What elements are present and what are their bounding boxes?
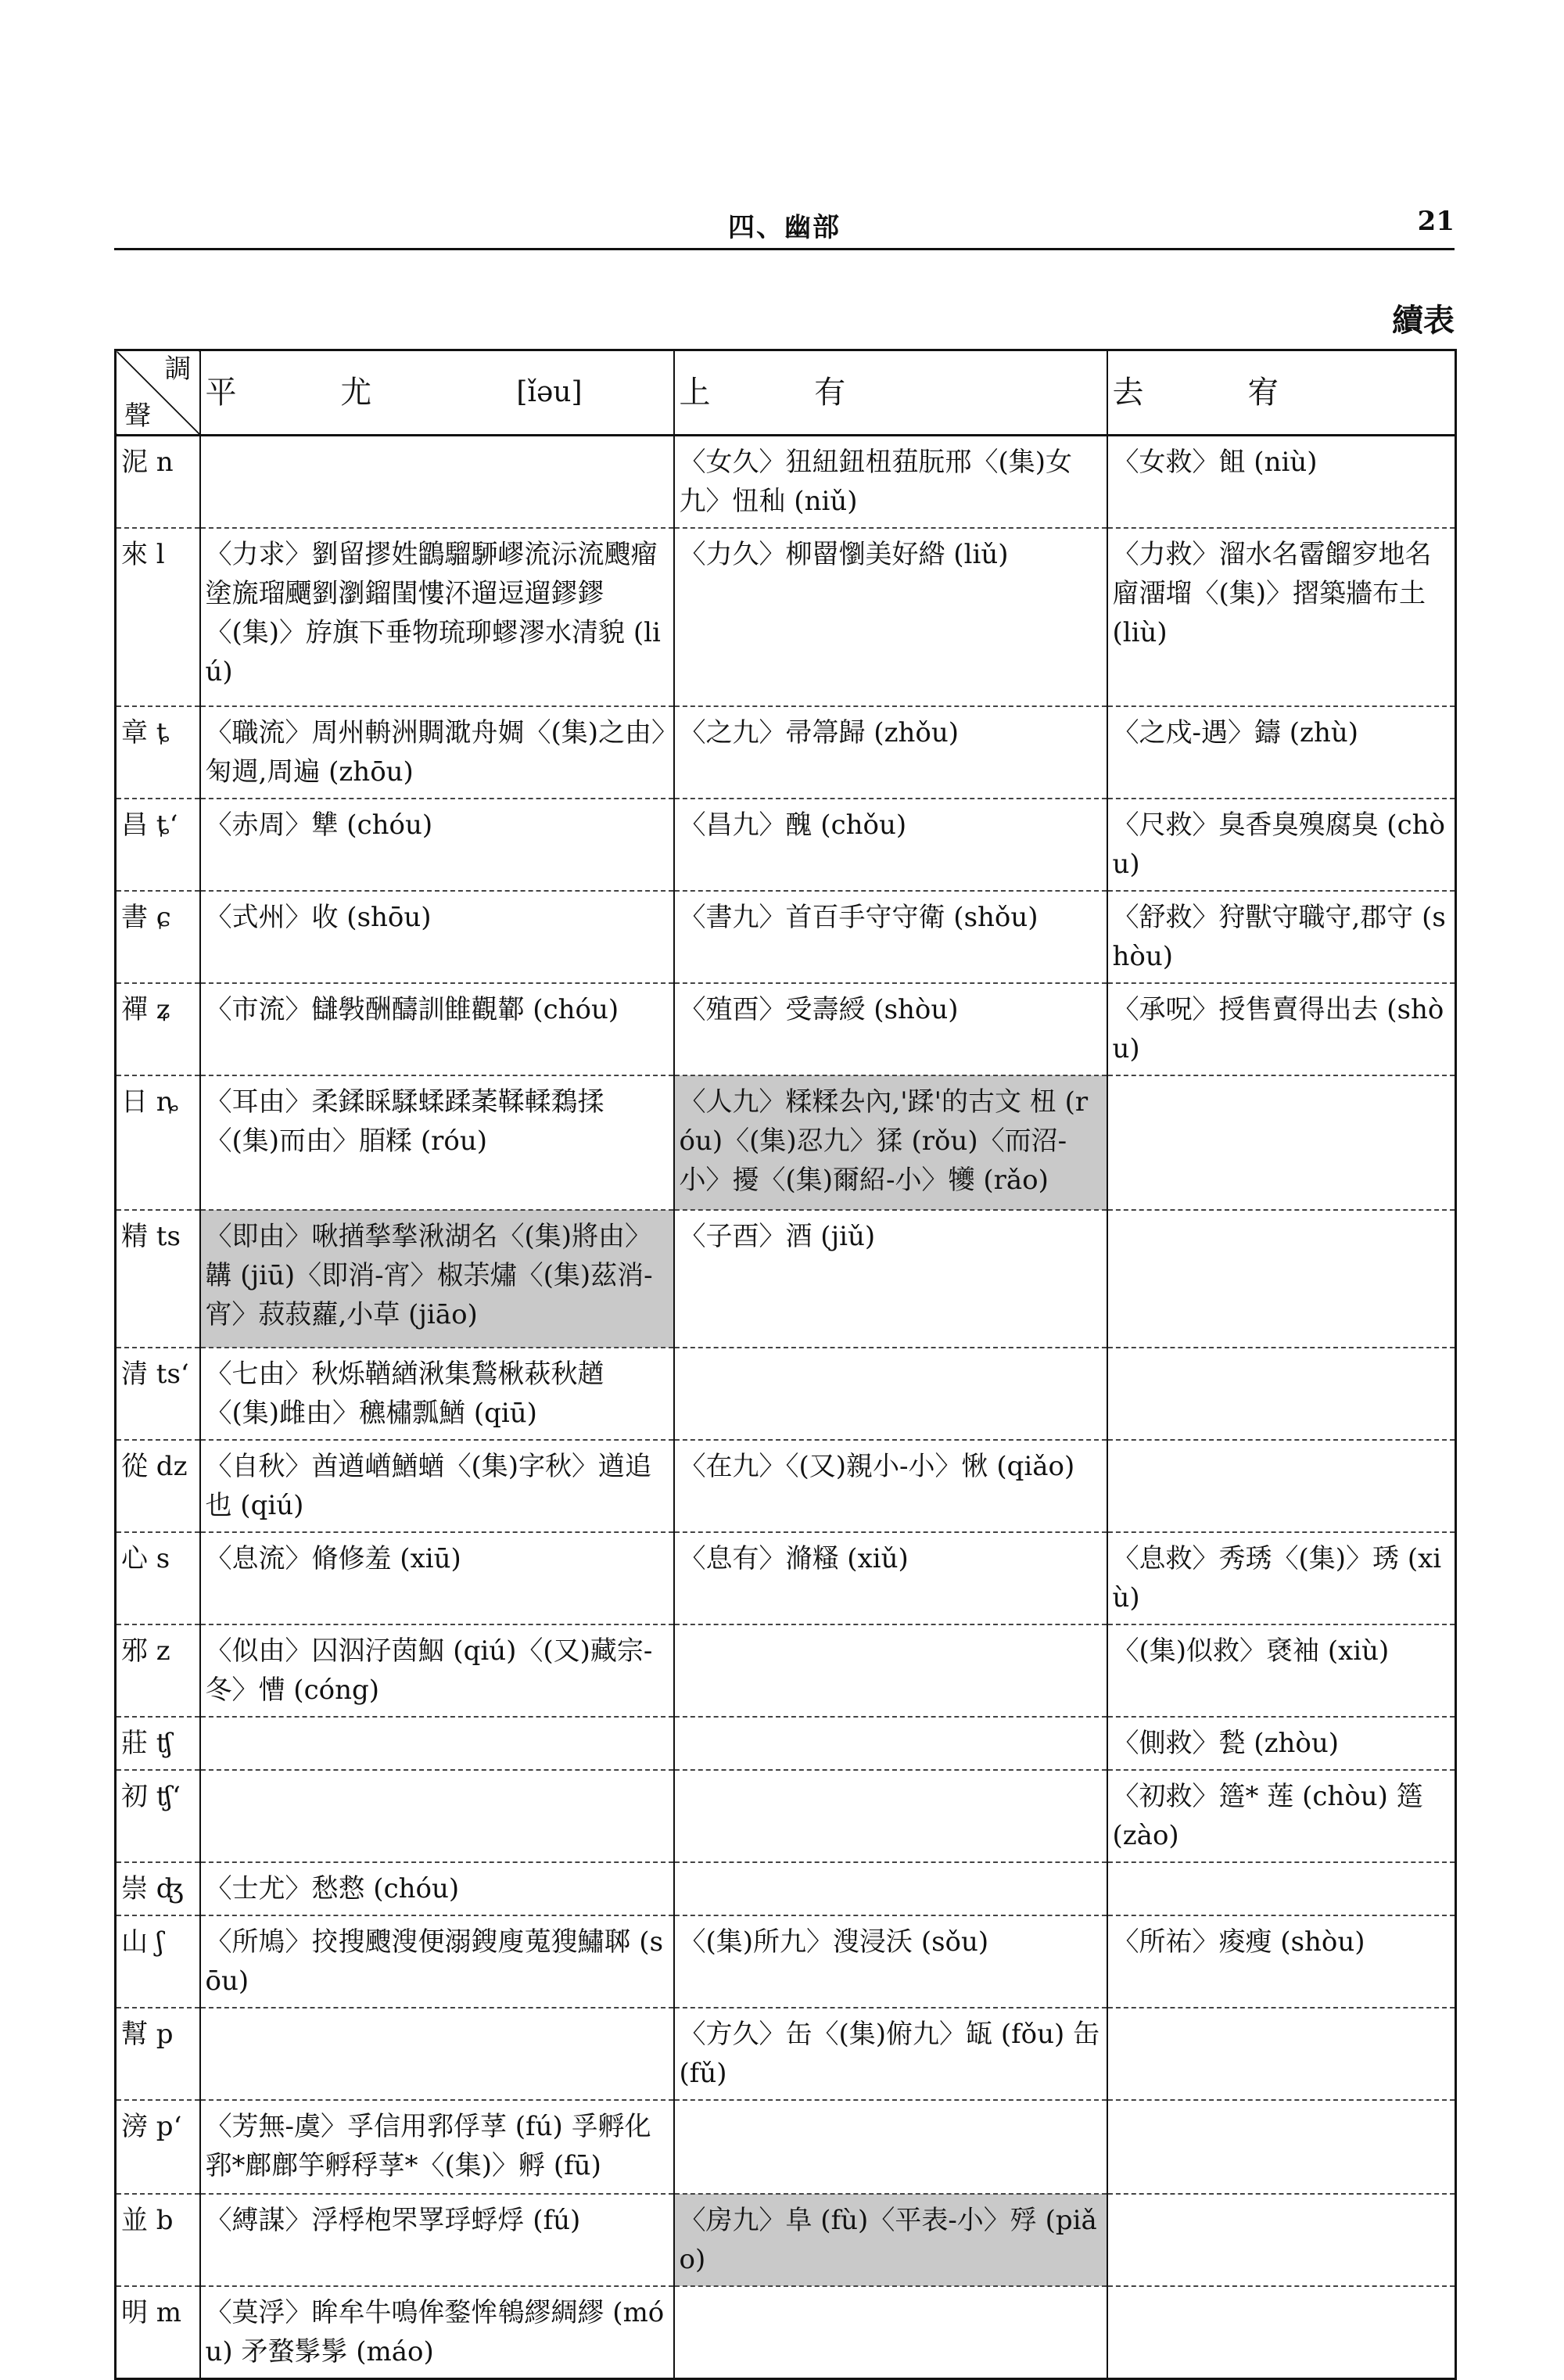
column-header-ipa: [ǐəu]: [516, 376, 583, 408]
column-header-qu: [1107, 350, 1456, 436]
table-row: [116, 528, 1456, 706]
qu-cell: 〈(集)似救〉褎袖 (xiù): [1107, 1624, 1456, 1717]
qu-cell: [1107, 1348, 1456, 1440]
qu-cell: 〈舒救〉狩獸守職守,郡守 (shòu): [1107, 891, 1456, 983]
qu-cell: 〈尺救〉臭香臭殠腐臭 (chòu): [1107, 799, 1456, 891]
ping-cell: 〈市流〉讎斅酬醻訓雔觀鄻 (chóu): [200, 983, 674, 1075]
initial-cell: 書 ɕ: [116, 891, 200, 983]
qu-cell: [1107, 1862, 1456, 1915]
qu-cell: [1107, 2100, 1456, 2194]
qu-cell: 〈側救〉甃 (zhòu): [1107, 1717, 1456, 1770]
ping-cell: 〈赤周〉犨 (chóu): [200, 799, 674, 891]
initial-cell: 從 dz: [116, 1440, 200, 1532]
tone-corner-label: 調: [164, 354, 192, 385]
initial-cell: 幫 p: [116, 2008, 200, 2100]
table-row: [116, 1532, 1456, 1624]
ping-cell: 〈息流〉脩修羞 (xiū): [200, 1532, 674, 1624]
ping-cell: 〈職流〉周州輈洲賙㴷舟婤〈(集)之由〉匊週,周遍 (zhōu): [200, 706, 674, 799]
table-row: [116, 706, 1456, 799]
ping-cell: [200, 2008, 674, 2100]
column-header-ping-label: 平 尤: [205, 375, 419, 411]
qu-cell: [1107, 2008, 1456, 2100]
qu-cell: [1107, 2194, 1456, 2286]
initial-cell: 崇 ʤ: [116, 1862, 200, 1915]
table-row: [116, 1862, 1456, 1915]
table-row: [116, 1717, 1456, 1770]
table-row: [116, 1348, 1456, 1440]
shang-cell: 〈房九〉阜 (fù)〈平表-小〉殍 (piǎo): [674, 2194, 1107, 2286]
shang-cell: 〈力久〉柳罶懰美好綹 (liǔ): [674, 528, 1107, 706]
ping-cell: 〈耳由〉柔鍒睬騥蝚蹂葇鞣輮鶔揉〈(集)而由〉脜糅 (róu): [200, 1075, 674, 1210]
qu-cell: 〈息救〉秀琇〈(集)〉琇 (xiù): [1107, 1532, 1456, 1624]
qu-cell: 〈承呪〉授售賣得出去 (shòu): [1107, 983, 1456, 1075]
initial-cell: 清 tsʻ: [116, 1348, 200, 1440]
shang-cell: [674, 2100, 1107, 2194]
shang-cell: [674, 1717, 1107, 1770]
table-row: [116, 1210, 1456, 1348]
section-title: 四、幽部: [728, 212, 841, 243]
qu-cell: 〈力救〉溜水名霤餾穸地名廇澑塯〈(集)〉摺築牆布土 (liù): [1107, 528, 1456, 706]
table-row: [116, 1915, 1456, 2008]
qu-cell: [1107, 1440, 1456, 1532]
shang-cell: [674, 1770, 1107, 1862]
shang-cell: [674, 2286, 1107, 2379]
column-header-shang: [674, 350, 1107, 436]
initial-cell: 禪 ʑ: [116, 983, 200, 1075]
table-row: [116, 891, 1456, 983]
initial-cell: 邪 z: [116, 1624, 200, 1717]
ping-cell: 〈似由〉囚泅汓茵鮂 (qiú)〈(又)藏宗-冬〉慒 (cóng): [200, 1624, 674, 1717]
shang-cell: 〈昌九〉醜 (chǒu): [674, 799, 1107, 891]
shang-cell: [674, 1348, 1107, 1440]
initial-cell: 來 l: [116, 528, 200, 706]
column-header-shang-label: 上 有: [679, 375, 893, 411]
ping-cell: [200, 1770, 674, 1862]
ping-cell: 〈式州〉收 (shōu): [200, 891, 674, 983]
shang-cell: 〈息有〉滫糔 (xiǔ): [674, 1532, 1107, 1624]
table-row: [116, 436, 1456, 529]
rhyme-table: [114, 349, 1457, 2380]
shang-cell: 〈人九〉糅糅厹內,'蹂'的古文 杻 (róu)〈(集)忍九〉猱 (rǒu)〈而沼-小〉擾〈(集)爾紹-小〉犪 (rǎo): [674, 1075, 1107, 1210]
shang-cell: [674, 1624, 1107, 1717]
column-header-ping: [200, 350, 674, 436]
qu-cell: 〈女救〉飷 (niù): [1107, 436, 1456, 529]
qu-cell: [1107, 1210, 1456, 1348]
qu-cell: 〈之戍-遇〉鑄 (zhù): [1107, 706, 1456, 799]
qu-cell: 〈所祐〉痠瘦 (shòu): [1107, 1915, 1456, 2008]
initial-cell: 莊 ʧ: [116, 1717, 200, 1770]
table-row: [116, 1624, 1456, 1717]
ping-cell: 〈七由〉秋烁鞧緧湫集鶖楸萩秋趥〈(集)雌由〉穮橚瓢鰌 (qiū): [200, 1348, 674, 1440]
table-row: [116, 2286, 1456, 2379]
shang-cell: 〈子酉〉酒 (jiǔ): [674, 1210, 1107, 1348]
shang-cell: 〈方久〉缶〈(集)俯九〉缻 (fǒu) 缶 (fǔ): [674, 2008, 1107, 2100]
initial-corner-label: 聲: [124, 400, 151, 432]
ping-cell: 〈縛謀〉浮桴枹罘罦琈蜉烰 (fú): [200, 2194, 674, 2286]
table-row: [116, 799, 1456, 891]
table-row: [116, 2194, 1456, 2286]
initial-cell: 初 ʧʻ: [116, 1770, 200, 1862]
table-row: [116, 1770, 1456, 1862]
initial-cell: 泥 n: [116, 436, 200, 529]
initial-cell: 明 m: [116, 2286, 200, 2379]
initial-cell: 日 ȵ: [116, 1075, 200, 1210]
initial-cell: 心 s: [116, 1532, 200, 1624]
ping-cell: [200, 1717, 674, 1770]
initial-cell: 滂 pʻ: [116, 2100, 200, 2194]
initial-cell: 昌 ȶʻ: [116, 799, 200, 891]
initial-cell: 並 b: [116, 2194, 200, 2286]
shang-cell: 〈女久〉狃紐鈕杻莥朊邢〈(集)女九〉忸秈 (niǔ): [674, 436, 1107, 529]
shang-cell: 〈書九〉首百手守守衛 (shǒu): [674, 891, 1107, 983]
page-header: [114, 199, 1455, 250]
ping-cell: 〈士尤〉愁慦 (chóu): [200, 1862, 674, 1915]
initial-cell: 精 ts: [116, 1210, 200, 1348]
ping-cell: 〈自秋〉酋遒崷鰌蝤〈(集)字秋〉遒追也 (qiú): [200, 1440, 674, 1532]
shang-cell: 〈之九〉帚箒歸 (zhǒu): [674, 706, 1107, 799]
shang-cell: 〈在九〉〈(又)親小-小〉愀 (qiǎo): [674, 1440, 1107, 1532]
initial-cell: 山 ʃ: [116, 1915, 200, 2008]
table-row: [116, 983, 1456, 1075]
table-header-row: [116, 350, 1456, 436]
ping-cell: [200, 436, 674, 529]
ping-cell: 〈莫浮〉眸牟牛鳴侔鍪恈鴾繆綢繆 (móu) 矛蝥髳髳 (máo): [200, 2286, 674, 2379]
initial-cell: 章 ȶ: [116, 706, 200, 799]
table-row: [116, 2008, 1456, 2100]
column-header-qu-label: 去 宥: [1112, 375, 1326, 411]
qu-cell: [1107, 1075, 1456, 1210]
table-row: [116, 2100, 1456, 2194]
corner-header-cell: [116, 350, 200, 436]
page-number: 21: [1417, 206, 1455, 237]
table-row: [116, 1440, 1456, 1532]
table-row: [116, 1075, 1456, 1210]
qu-cell: [1107, 2286, 1456, 2379]
continued-label: 續表: [1392, 303, 1455, 339]
ping-cell: 〈芳無-虞〉孚信用郛俘莩 (fú) 孚孵化郛*鄜鄜竽孵稃莩*〈(集)〉孵 (fū): [200, 2100, 674, 2194]
ping-cell: 〈力求〉劉留摎姓鶹騮駵嵺流沶流颼瘤塗旒瑠飅劉瀏鎦閨慺㳅遛逗遛鏐鏐〈(集)〉斿旗下垂物琉珋蟉漻水清貌 (liú): [200, 528, 674, 706]
qu-cell: 〈初救〉簉* 莲 (chòu) 簉 (zào): [1107, 1770, 1456, 1862]
shang-cell: 〈(集)所九〉溲浸沃 (sǒu): [674, 1915, 1107, 2008]
ping-cell: 〈所鳩〉挍搜颼溲便溺鎪廋蒐獀鱐郰 (sōu): [200, 1915, 674, 2008]
shang-cell: 〈殖酉〉受壽綬 (shòu): [674, 983, 1107, 1075]
shang-cell: [674, 1862, 1107, 1915]
ping-cell: 〈即由〉啾揂揫揫湫湖名〈(集)將由〉韝 (jiū)〈即消-宵〉椒茮熽〈(集)茲消-宵〉菽菽蘿,小草 (jiāo): [200, 1210, 674, 1348]
